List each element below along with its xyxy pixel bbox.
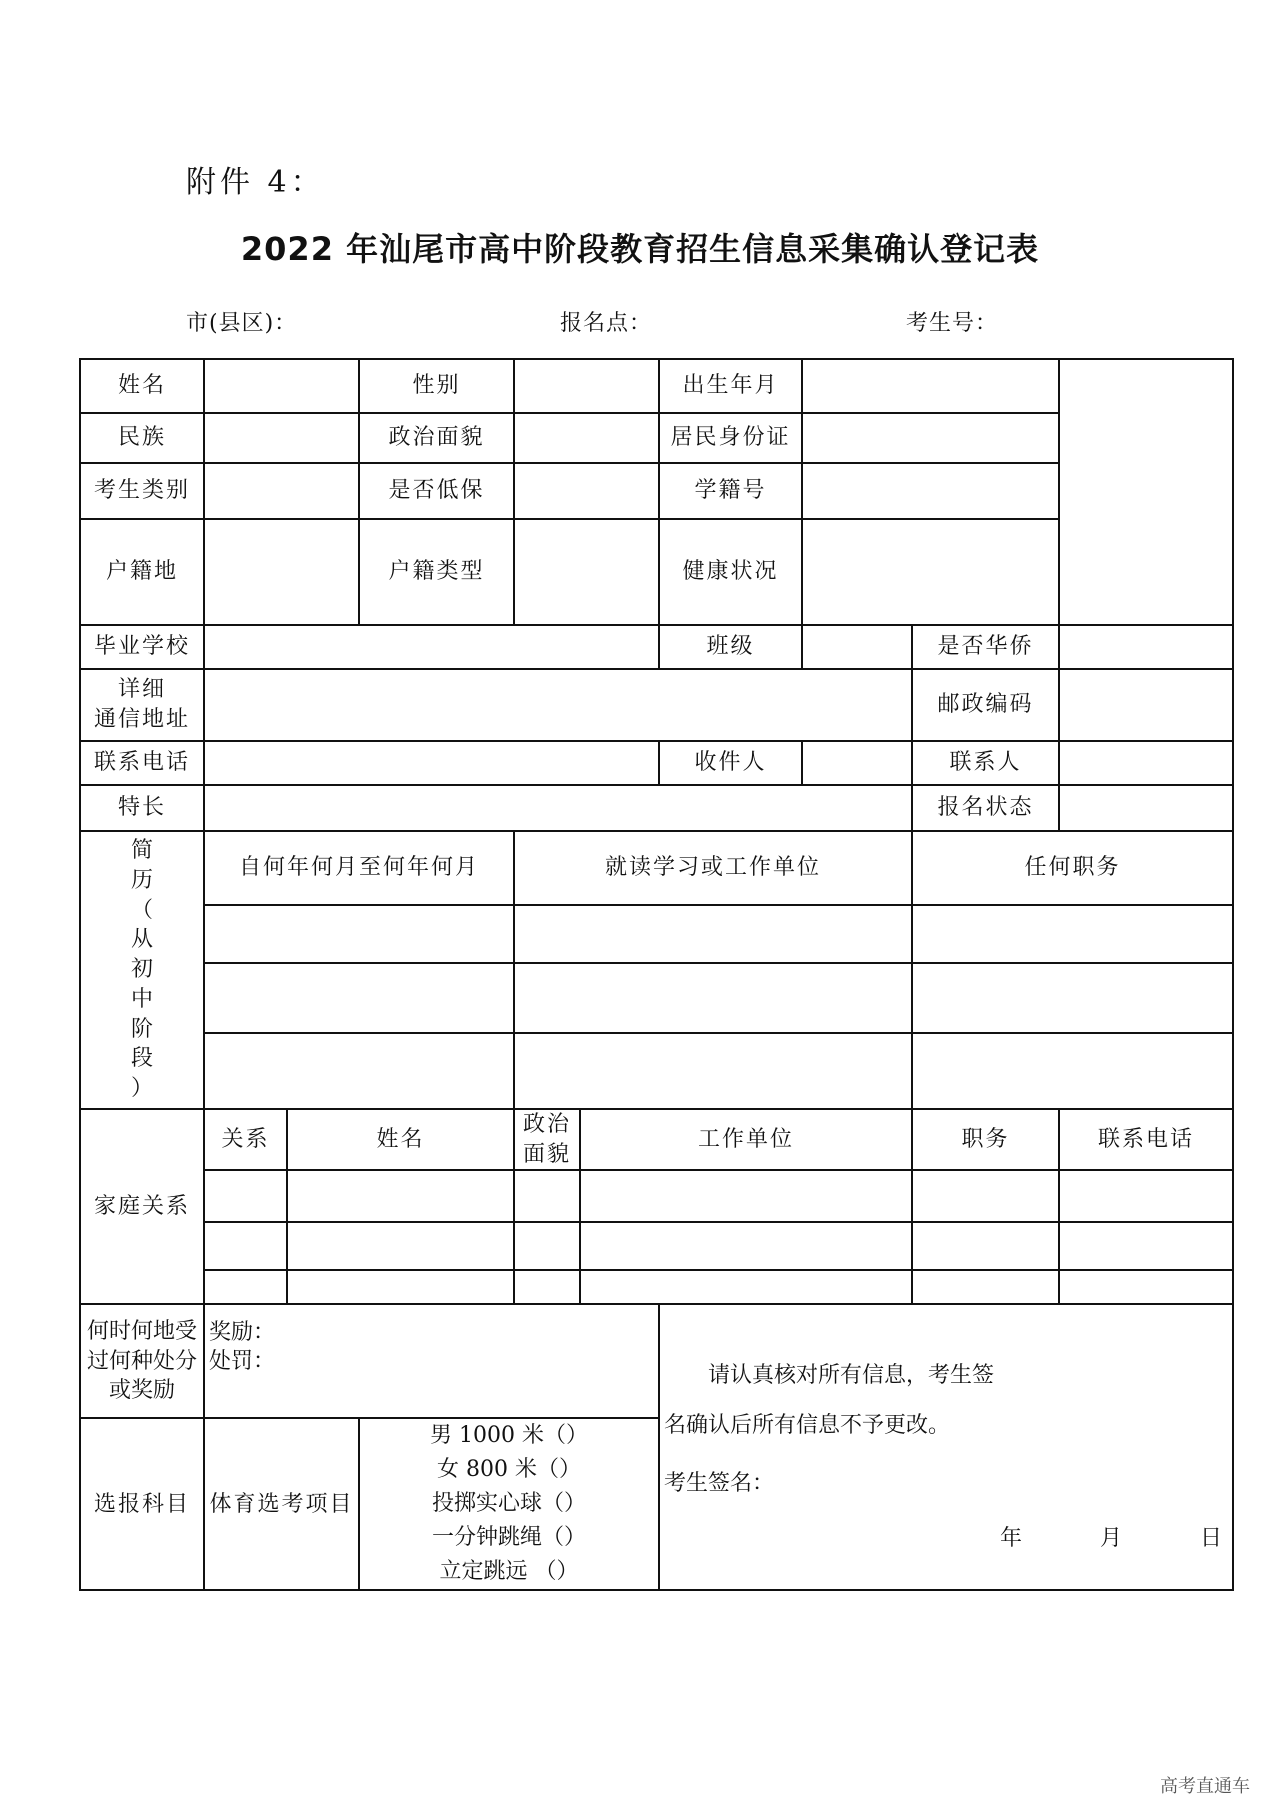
resume-unit-cell[interactable] xyxy=(514,905,912,963)
resume-label-char: 段 xyxy=(130,1046,153,1072)
resume-position-header: 任何职务 xyxy=(912,831,1233,905)
contact-person-label: 联系人 xyxy=(912,741,1059,785)
gender-field[interactable] xyxy=(514,359,659,413)
attachment-label: 附件 4： xyxy=(186,165,325,200)
pe-subject-label: 体育选考项目 xyxy=(204,1418,359,1590)
city-label: 市(县区)： xyxy=(186,311,298,336)
resume-label xyxy=(80,831,204,1109)
family-relation-cell[interactable] xyxy=(204,1170,287,1222)
confirmation-box[interactable] xyxy=(659,1304,1233,1590)
family-position-cell[interactable] xyxy=(912,1222,1059,1270)
low-income-field[interactable] xyxy=(514,463,659,519)
family-name-header: 姓名 xyxy=(287,1109,514,1170)
resume-label-char: 初 xyxy=(130,957,153,983)
graduate-school-label: 毕业学校 xyxy=(80,625,204,669)
confirm-line-1: 请认真核对所有信息，考生签 xyxy=(708,1363,995,1389)
ethnicity-field[interactable] xyxy=(204,413,359,463)
resume-label-char: 中 xyxy=(130,986,153,1012)
address-label-line-1: 详细 xyxy=(117,677,166,703)
signature-date xyxy=(660,1524,1232,1554)
resume-label-char: 从 xyxy=(130,927,153,953)
name-field[interactable] xyxy=(204,359,359,413)
family-label: 家庭关系 xyxy=(80,1109,204,1304)
date-year: 年 xyxy=(999,1526,1022,1552)
political-status-field[interactable] xyxy=(514,413,659,463)
resume-position-cell[interactable] xyxy=(912,905,1233,963)
resume-label-char: 历 xyxy=(130,868,153,894)
health-field[interactable] xyxy=(802,519,1059,625)
gender-label: 性别 xyxy=(359,359,514,413)
family-relation-cell[interactable] xyxy=(204,1270,287,1304)
household-type-label: 户籍类型 xyxy=(359,519,514,625)
registration-point-label: 报名点： xyxy=(560,311,653,336)
specialty-field[interactable] xyxy=(204,785,912,831)
household-type-field[interactable] xyxy=(514,519,659,625)
resume-position-cell[interactable] xyxy=(912,1033,1233,1109)
family-workplace-cell[interactable] xyxy=(580,1170,912,1222)
address-label xyxy=(80,669,204,741)
resume-unit-cell[interactable] xyxy=(514,1033,912,1109)
postcode-label: 邮政编码 xyxy=(912,669,1059,741)
resume-label-char: ） xyxy=(130,1075,153,1101)
family-political-cell[interactable] xyxy=(514,1222,580,1270)
registration-form-table xyxy=(79,358,1234,1591)
ethnicity-label: 民族 xyxy=(80,413,204,463)
resume-label-char: 阶 xyxy=(130,1016,153,1042)
contact-person-field[interactable] xyxy=(1059,741,1233,785)
family-political-header: 政治面貌 xyxy=(514,1109,580,1170)
specialty-label: 特长 xyxy=(80,785,204,831)
date-month: 月 xyxy=(1099,1526,1122,1552)
family-phone-cell[interactable] xyxy=(1059,1270,1233,1304)
low-income-label: 是否低保 xyxy=(359,463,514,519)
recipient-label: 收件人 xyxy=(659,741,802,785)
name-label: 姓名 xyxy=(80,359,204,413)
awards-label-line-2: 过何种处分 xyxy=(86,1348,197,1374)
family-political-cell[interactable] xyxy=(514,1170,580,1222)
address-field[interactable] xyxy=(204,669,912,741)
family-name-cell[interactable] xyxy=(287,1222,514,1270)
family-workplace-header: 工作单位 xyxy=(580,1109,912,1170)
family-relation-cell[interactable] xyxy=(204,1222,287,1270)
pe-option[interactable]: 男 1000 米（） xyxy=(430,1423,588,1449)
pe-option[interactable]: 投掷实心球（） xyxy=(431,1491,586,1517)
birth-label: 出生年月 xyxy=(659,359,802,413)
pe-option[interactable]: 一分钟跳绳（） xyxy=(431,1525,586,1551)
family-phone-cell[interactable] xyxy=(1059,1222,1233,1270)
recipient-field[interactable] xyxy=(802,741,912,785)
registration-status-field[interactable] xyxy=(1059,785,1233,831)
registration-status-label: 报名状态 xyxy=(912,785,1059,831)
resume-position-cell[interactable] xyxy=(912,963,1233,1033)
resume-unit-cell[interactable] xyxy=(514,963,912,1033)
confirm-line-2: 名确认后所有信息不予更改。 xyxy=(664,1413,951,1439)
family-name-cell[interactable] xyxy=(287,1270,514,1304)
phone-label: 联系电话 xyxy=(80,741,204,785)
family-position-cell[interactable] xyxy=(912,1170,1059,1222)
photo-box[interactable] xyxy=(1059,359,1233,625)
pe-option[interactable]: 立定跳远 （） xyxy=(439,1559,579,1585)
resume-label-char: 简 xyxy=(130,838,153,864)
student-number-field[interactable] xyxy=(802,463,1059,519)
awards-label xyxy=(80,1304,204,1418)
resume-period-cell[interactable] xyxy=(204,963,514,1033)
household-field[interactable] xyxy=(204,519,359,625)
family-name-cell[interactable] xyxy=(287,1170,514,1222)
resume-label-char: （ xyxy=(130,897,153,923)
class-field[interactable] xyxy=(802,625,912,669)
class-label: 班级 xyxy=(659,625,802,669)
resume-period-header: 自何年何月至何年何月 xyxy=(204,831,514,905)
resume-unit-header: 就读学习或工作单位 xyxy=(514,831,912,905)
address-label-line-2: 通信地址 xyxy=(93,707,190,732)
awards-label-line-1: 何时何地受 xyxy=(86,1318,197,1344)
watermark-text: 高考直通车 xyxy=(1160,1776,1250,1797)
family-position-header: 职务 xyxy=(912,1109,1059,1170)
resume-period-cell[interactable] xyxy=(204,905,514,963)
family-workplace-cell[interactable] xyxy=(580,1270,912,1304)
form-title: 2022 年汕尾市高中阶段教育招生信息采集确认登记表 xyxy=(240,230,1040,268)
family-phone-header: 联系电话 xyxy=(1059,1109,1233,1170)
family-workplace-cell[interactable] xyxy=(580,1222,912,1270)
postcode-field[interactable] xyxy=(1059,669,1233,741)
student-number-label: 学籍号 xyxy=(659,463,802,519)
reward-label: 奖励： xyxy=(209,1319,276,1345)
family-relation-header: 关系 xyxy=(204,1109,287,1170)
candidate-category-label: 考生类别 xyxy=(80,463,204,519)
overseas-chinese-label: 是否华侨 xyxy=(912,625,1059,669)
political-status-label: 政治面貌 xyxy=(359,413,514,463)
family-position-cell[interactable] xyxy=(912,1270,1059,1304)
awards-field[interactable] xyxy=(204,1304,659,1418)
family-phone-cell[interactable] xyxy=(1059,1170,1233,1222)
pe-option[interactable]: 女 800 米（） xyxy=(437,1457,581,1483)
resume-period-cell[interactable] xyxy=(204,1033,514,1109)
candidate-category-field[interactable] xyxy=(204,463,359,519)
id-card-field[interactable] xyxy=(802,413,1059,463)
signature-label: 考生签名： xyxy=(664,1470,775,1496)
overseas-chinese-field[interactable] xyxy=(1059,625,1233,669)
household-label: 户籍地 xyxy=(80,519,204,625)
awards-label-line-3: 或奖励 xyxy=(108,1378,175,1404)
exam-number-label: 考生号： xyxy=(906,311,999,336)
subjects-label: 选报科目 xyxy=(80,1418,204,1590)
date-day: 日 xyxy=(1200,1526,1223,1552)
phone-field[interactable] xyxy=(204,741,659,785)
graduate-school-field[interactable] xyxy=(204,625,659,669)
health-label: 健康状况 xyxy=(659,519,802,625)
birth-field[interactable] xyxy=(802,359,1059,413)
pe-options xyxy=(359,1418,659,1590)
family-political-cell[interactable] xyxy=(514,1270,580,1304)
punishment-label: 处罚： xyxy=(209,1349,276,1375)
id-card-label: 居民身份证 xyxy=(659,413,802,463)
